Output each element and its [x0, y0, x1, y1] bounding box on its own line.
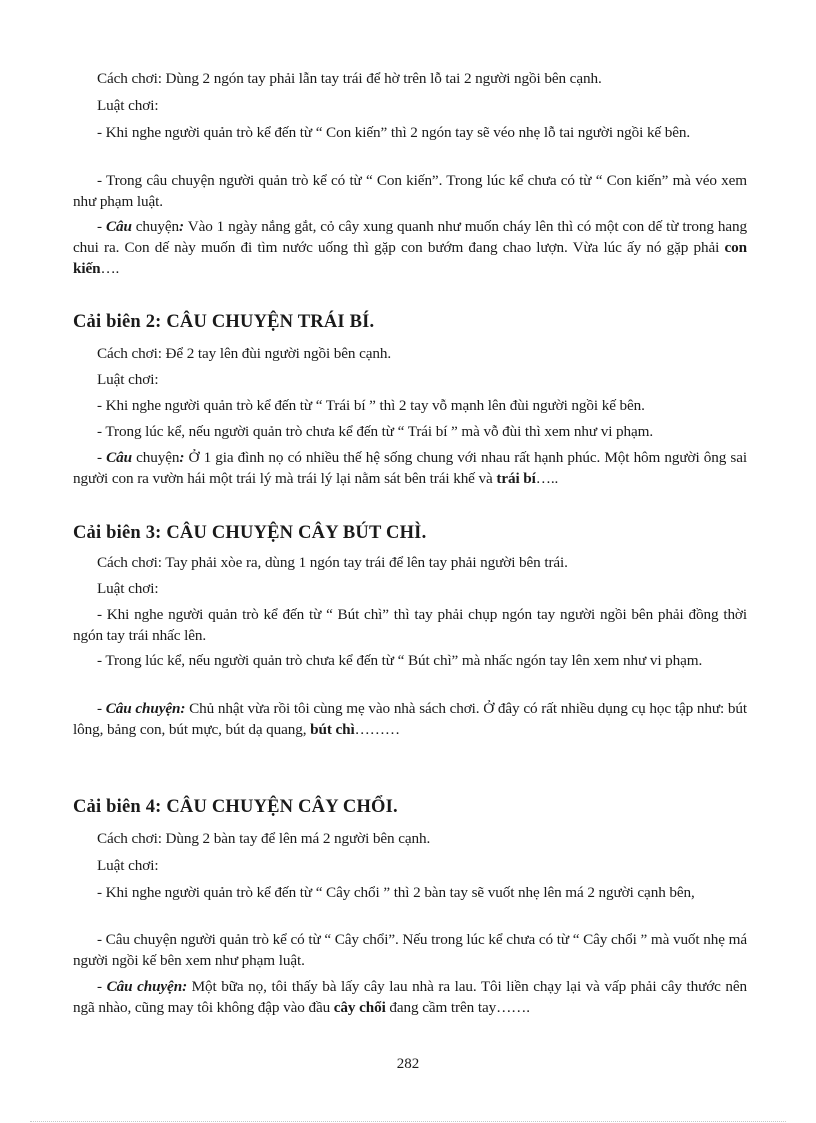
intro-story: - Câu chuyện: Vào 1 ngày nắng gắt, cỏ cây xung quanh như muốn cháy lên thì có một con dế từ trong hang chui ra. Con dế này muốn đi tìm nước uống thì gặp con bướm đang chao lượn. Vừa lúc ấy nó gặp phải con kiến….	[73, 218, 748, 277]
intro-rule-2: - Trong câu chuyện người quản trò kể có từ “ Con kiến”. Trong lúc kể chưa có từ “ Con kiến” mà véo xem như phạm luật.	[73, 172, 747, 210]
section-4-how-to-play: Cách chơi: Dùng 2 bàn tay để lên má 2 người bên cạnh.	[97, 830, 431, 847]
bottom-dotted-border	[30, 1121, 786, 1122]
section-3-heading: Cải biên 3: CÂU CHUYỆN CÂY BÚT CHÌ.	[73, 523, 427, 543]
section-2-rule-1: - Khi nghe người quản trò kể đến từ “ Trái bí ” thì 2 tay vỗ mạnh lên đùi người ngồi kế bên.	[97, 397, 645, 414]
section-4-rule-2: - Câu chuyện người quản trò kể có từ “ Cây chổi”. Nếu trong lúc kể chưa có từ “ Cây chổi ” mà vuốt nhẹ má người ngồi kế bên xem như phạm luật.	[73, 931, 747, 969]
section-4-story: - Câu chuyện: Một bữa nọ, tôi thấy bà lấy cây lau nhà ra lau. Tôi liền chạy lại và vấp phải cây thước nên ngã nhào, cũng may tôi không đập vào đầu cây chổi đang cầm trên tay…….	[73, 978, 748, 1016]
section-3-rule-2: - Trong lúc kể, nếu người quản trò chưa kể đến từ “ Bút chì” mà nhấc ngón tay lên xem như vi phạm.	[97, 652, 703, 669]
section-3-story: - Câu chuyện: Chủ nhật vừa rồi tôi cùng mẹ vào nhà sách chơi. Ở đây có rất nhiều dụng cụ học tập như: bút lông, bảng con, bút mực, bút dạ quang, bút chì………	[73, 700, 748, 738]
section-4-rules-label: Luật chơi:	[97, 857, 159, 874]
section-3-how-to-play: Cách chơi: Tay phải xòe ra, dùng 1 ngón tay trái để lên tay phải người bên trái.	[97, 554, 568, 571]
intro-how-to-play: Cách chơi: Dùng 2 ngón tay phải lẫn tay trái để hờ trên lỗ tai 2 người ngồi bên cạnh.	[97, 70, 602, 87]
section-2-heading: Cải biên 2: CÂU CHUYỆN TRÁI BÍ.	[73, 312, 375, 332]
section-4-heading: Cải biên 4: CÂU CHUYỆN CÂY CHỔI.	[73, 797, 398, 817]
page-number: 282	[396, 1056, 420, 1072]
section-3-rule-1: - Khi nghe người quản trò kể đến từ “ Bút chì” thì tay phải chụp ngón tay người ngồi bên phải đồng thời ngón tay trái nhấc lên.	[73, 606, 747, 644]
section-2-story: - Câu chuyện: Ở 1 gia đình nọ có nhiều thế hệ sống chung với nhau rất hạnh phúc. Một hôm người ông sai người con ra vườn hái một trái lý mà trái lý lại nằm sát bên trái khế và trái bí…..	[73, 449, 747, 487]
section-3-rules-label: Luật chơi:	[97, 580, 159, 597]
section-2-rules-label: Luật chơi:	[97, 371, 159, 388]
section-4-rule-1: - Khi nghe người quản trò kể đến từ “ Cây chổi ” thì 2 bàn tay sẽ vuốt nhẹ lên má 2 người cạnh bên,	[97, 884, 695, 901]
intro-rule-1: - Khi nghe người quản trò kể đến từ “ Con kiến” thì 2 ngón tay sẽ véo nhẹ lỗ tai người ngồi kế bên.	[97, 124, 691, 141]
section-2-rule-2: - Trong lúc kể, nếu người quản trò chưa kể đến từ “ Trái bí ” mà vỗ đùi thì xem như vi phạm.	[97, 423, 654, 440]
section-2-how-to-play: Cách chơi: Để 2 tay lên đùi người ngồi bên cạnh.	[97, 345, 392, 362]
intro-rules-label: Luật chơi:	[97, 97, 159, 114]
